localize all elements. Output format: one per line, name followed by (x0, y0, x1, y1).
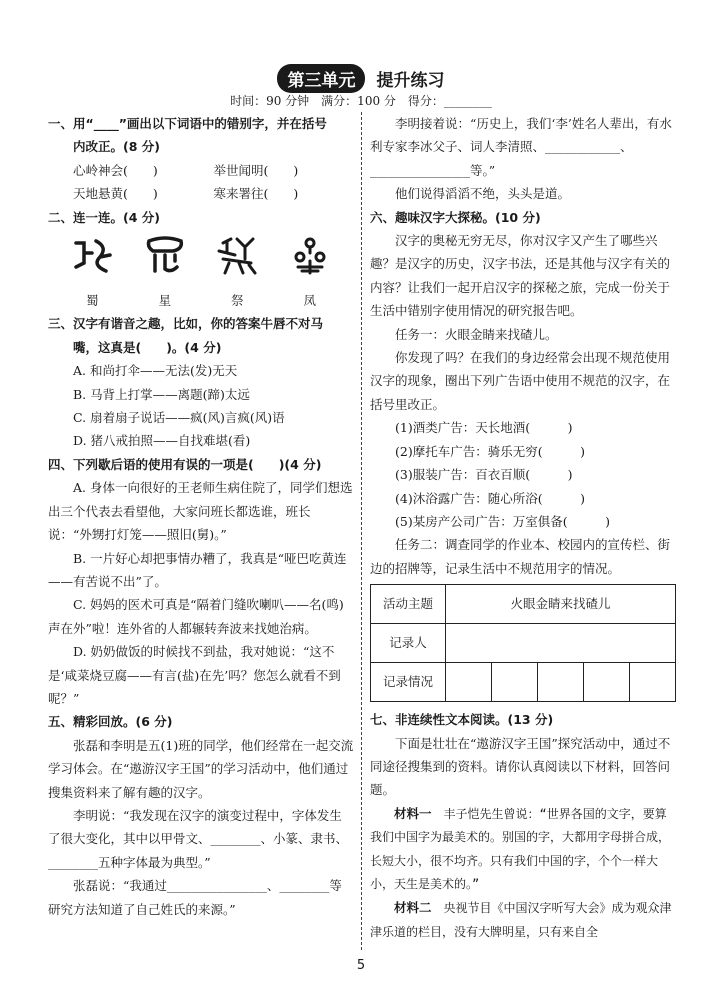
word-item[interactable]: 天地悬黄( ) (73, 186, 158, 202)
left-column (48, 112, 354, 921)
word-item[interactable]: 举世闻明( ) (213, 162, 299, 178)
table-input-cell[interactable] (446, 663, 492, 702)
table-input-cell[interactable] (446, 624, 676, 663)
option-b[interactable]: B. 马背上打掌——离题(蹄)太远 (73, 386, 250, 402)
section-1-title: 一、用“____”画出以下词语中的错别字，并在括号 (48, 116, 327, 131)
paragraph-blanks[interactable]: 张磊说：“我通过________________、________等研究方法知道了自己姓氏的来源。” (48, 878, 342, 917)
word-item[interactable]: 寒来署往( ) (213, 186, 299, 202)
option-d[interactable]: D. 猪八戒拍照——自找难堪(看) (73, 433, 251, 449)
option-a[interactable]: A. 和尚打伞——无法(发)无天 (73, 363, 238, 379)
option-c[interactable]: C. 妈妈的医术可真是“隔着门缝吹喇叭——名(鸣)声在外”啦！连外省的人都辗转奔波来找她治病。 (48, 597, 344, 636)
material-label: 材料一 (394, 805, 432, 821)
ad-item[interactable]: (2)摩托车广告：骑乐无穷( ) (395, 443, 585, 459)
ancient-glyph-row (48, 229, 354, 281)
right-column (370, 112, 676, 944)
oracle-glyph-icon[interactable] (288, 233, 332, 277)
ad-item[interactable]: (5)某房产公司广告：万室俱备( ) (395, 513, 610, 529)
unit-badge: 第三单元 (277, 64, 365, 93)
ad-item[interactable]: (3)服装广告：百衣百顺( ) (395, 467, 573, 483)
section-6-title: 六、趣味汉字大探秘。(10 分) (370, 209, 541, 225)
task-2-title: 任务二：调查同学的作业本、校园内的宣传栏、街边的招牌等，记录生活中不规范用字的情况。 (370, 537, 671, 576)
option-a[interactable]: A. 身体一向很好的王老师生病住院了，同学们想选出三个代表去看望他，大家问班长都选谁，班长说：“外甥打灯笼——照旧(舅)。” (48, 480, 353, 543)
option-c[interactable]: C. 扇着扇子说话——疯(风)言疯(风)语 (73, 410, 285, 426)
section-2-title: 二、连一连。(4 分) (48, 209, 160, 225)
section-7-title: 七、非连续性文本阅读。(13 分) (370, 712, 554, 728)
section-1-row (48, 159, 354, 182)
material-2 (370, 896, 676, 944)
task-1-title: 任务一：火眼金睛来找碴儿。 (395, 326, 558, 342)
table-header-cell: 记录情况 (371, 663, 446, 702)
section-5-title: 五、精彩回放。(6 分) (48, 714, 173, 730)
option-d[interactable]: D. 奶奶做饭的时候找不到盐，我对她说：“这不是‘咸菜烧豆腐——有言(盐)在先’吗？您怎么就看不到呢？” (48, 644, 341, 706)
ad-item[interactable]: (4)沐浴露广告：随心所浴( ) (395, 490, 585, 506)
record-table (370, 584, 676, 702)
paragraph-blanks[interactable]: 李明说：“我发现在汉字的演变过程中，字体发生了很大变化，其中以甲骨文、________、小篆、隶书、________五种字体最为典型。” (48, 807, 349, 870)
page-number: 5 (356, 958, 366, 973)
table-input-cell[interactable] (630, 663, 676, 702)
paragraph: 张磊和李明是五(1)班的同学，他们经常在一起交流学习体会。在“遨游汉字王国”的学习活动中，他们通过搜集资料来了解有趣的汉字。 (48, 737, 354, 800)
table-input-cell[interactable] (538, 663, 584, 702)
page-header (0, 64, 722, 93)
paragraph: 汉字的奥秘无穷无尽，你对汉字又产生了哪些兴趣？是汉字的历史，汉字书法，还是其他与汉字有关的内容？让我们一起开启汉字的探秘之旅，完成一份关于生活中错别字使用情况的研究报告吧。 (370, 233, 671, 319)
section-3-title-cont: 嘴，这真是( )。(4 分) (73, 339, 222, 355)
oracle-glyph-icon[interactable] (70, 233, 114, 277)
paragraph-blanks[interactable]: 李明接着说：“历史上，我们‘李’姓名人辈出，有水利专家李冰父子、词人李清照、____________、________________等。” (370, 116, 672, 178)
material-text: 丰子恺先生曾说：“世界各国的文字，要算我们中国字为最美术的。别国的字，大都用字母拼合成，长短大小，很不均齐。只有我们中国的字，个个一样大小，天生是美术的。” (370, 806, 671, 891)
ad-item[interactable]: (1)酒类广告：天长地酒( ) (395, 420, 573, 436)
material-text: 央视节目《中国汉字听写大会》成为观众津津乐道的栏目，没有大牌明星，只有来自全 (370, 901, 672, 939)
paragraph: 他们说得滔滔不绝，头头是道。 (395, 186, 571, 202)
paragraph: 你发现了吗？在我们的身边经常会出现不规范使用汉字的现象，圈出下列广告语中使用不规范的汉字，在括号里改正。 (370, 350, 671, 412)
modern-char-row (48, 289, 354, 312)
modern-char[interactable]: 祭 (230, 293, 244, 309)
material-label: 材料二 (394, 900, 432, 916)
oracle-glyph-icon[interactable] (215, 233, 259, 277)
table-input-cell[interactable] (584, 663, 630, 702)
modern-char[interactable]: 星 (158, 293, 171, 309)
table-input-cell[interactable] (492, 663, 538, 702)
section-1-title-cont: 内改正。(8 分) (73, 139, 160, 155)
material-1 (370, 802, 676, 897)
option-b[interactable]: B. 一片好心却把事情办糟了，我真是“哑巴吃黄连——有苦说不出”了。 (48, 550, 347, 589)
table-header-cell: 活动主题 (371, 585, 446, 624)
paragraph: 下面是壮壮在“遨游汉字王国”探究活动中，通过不同途径搜集到的资料。请你认真阅读以下材料，回答问题。 (370, 735, 671, 798)
modern-char[interactable]: 蜀 (85, 293, 99, 309)
section-4-title: 四、下列歇后语的使用有误的一项是( )(4 分) (48, 456, 322, 472)
section-1-row (48, 182, 354, 205)
table-cell: 火眼金睛来找碴儿 (446, 585, 676, 624)
column-divider (361, 112, 362, 950)
oracle-glyph-icon[interactable] (143, 233, 187, 277)
table-header-cell: 记录人 (371, 624, 446, 663)
page-title: 提升练习 (376, 71, 445, 91)
exam-meta: 时间：90 分钟 满分：100 分 得分：________ (230, 94, 492, 108)
section-3-title: 三、汉字有谐音之趣，比如，你的答案牛唇不对马 (48, 316, 324, 332)
modern-char[interactable]: 凤 (303, 293, 316, 309)
word-item[interactable]: 心岭神会( ) (73, 162, 158, 178)
